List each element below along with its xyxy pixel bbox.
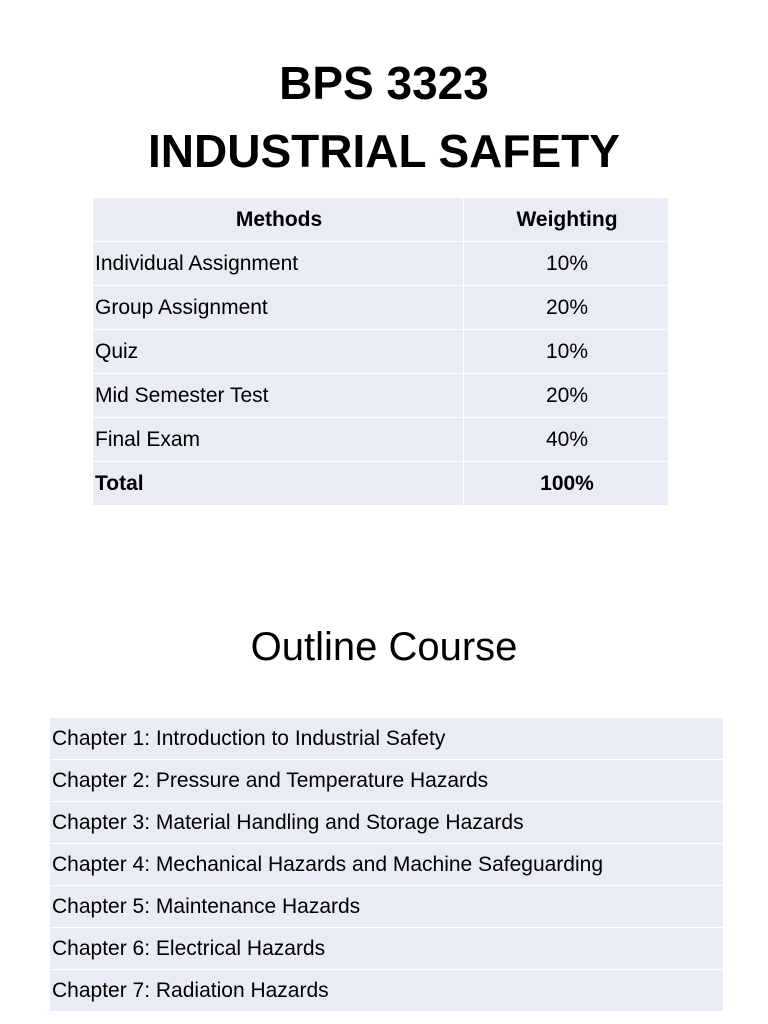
- course-name: INDUSTRIAL SAFETY: [148, 125, 620, 177]
- chapter-row: [50, 802, 723, 844]
- assessment-row: [93, 418, 668, 462]
- weighting-cell: 40%: [464, 418, 669, 462]
- chapter-item: Chapter 5: Maintenance Hazards: [50, 886, 723, 928]
- method-cell: Mid Semester Test: [93, 374, 464, 418]
- chapter-item: Chapter 7: Radiation Hazards: [50, 970, 723, 1012]
- weighting-cell: 20%: [464, 374, 669, 418]
- assessment-header-row: [93, 198, 668, 242]
- chapter-row: [50, 928, 723, 970]
- weighting-cell: 10%: [464, 242, 669, 286]
- outline-title: Outline Course: [250, 625, 518, 669]
- chapter-item: Chapter 3: Material Handling and Storage Hazards: [50, 802, 723, 844]
- method-cell: Individual Assignment: [93, 242, 464, 286]
- assessment-row: [93, 374, 668, 418]
- chapter-item: Chapter 6: Electrical Hazards: [50, 928, 723, 970]
- method-cell: Group Assignment: [93, 286, 464, 330]
- total-label: Total: [93, 462, 464, 506]
- chapter-row: [50, 760, 723, 802]
- assessment-table: [93, 198, 668, 506]
- weighting-cell: 10%: [464, 330, 669, 374]
- chapter-row: [50, 886, 723, 928]
- weighting-cell: 20%: [464, 286, 669, 330]
- method-cell: Quiz: [93, 330, 464, 374]
- chapter-row: [50, 718, 723, 760]
- assessment-row: [93, 242, 668, 286]
- total-value: 100%: [464, 462, 669, 506]
- outline-table: [50, 718, 723, 1012]
- chapter-item: Chapter 4: Mechanical Hazards and Machine Safeguarding: [50, 844, 723, 886]
- method-cell: Final Exam: [93, 418, 464, 462]
- chapter-row: [50, 970, 723, 1012]
- chapter-item: Chapter 2: Pressure and Temperature Hazards: [50, 760, 723, 802]
- assessment-row: [93, 330, 668, 374]
- assessment-row: [93, 286, 668, 330]
- weighting-header: Weighting: [464, 198, 669, 242]
- chapter-row: [50, 844, 723, 886]
- methods-header: Methods: [93, 198, 464, 242]
- chapter-item: Chapter 1: Introduction to Industrial Safety: [50, 718, 723, 760]
- course-code: BPS 3323: [279, 57, 489, 109]
- assessment-total-row: [93, 462, 668, 506]
